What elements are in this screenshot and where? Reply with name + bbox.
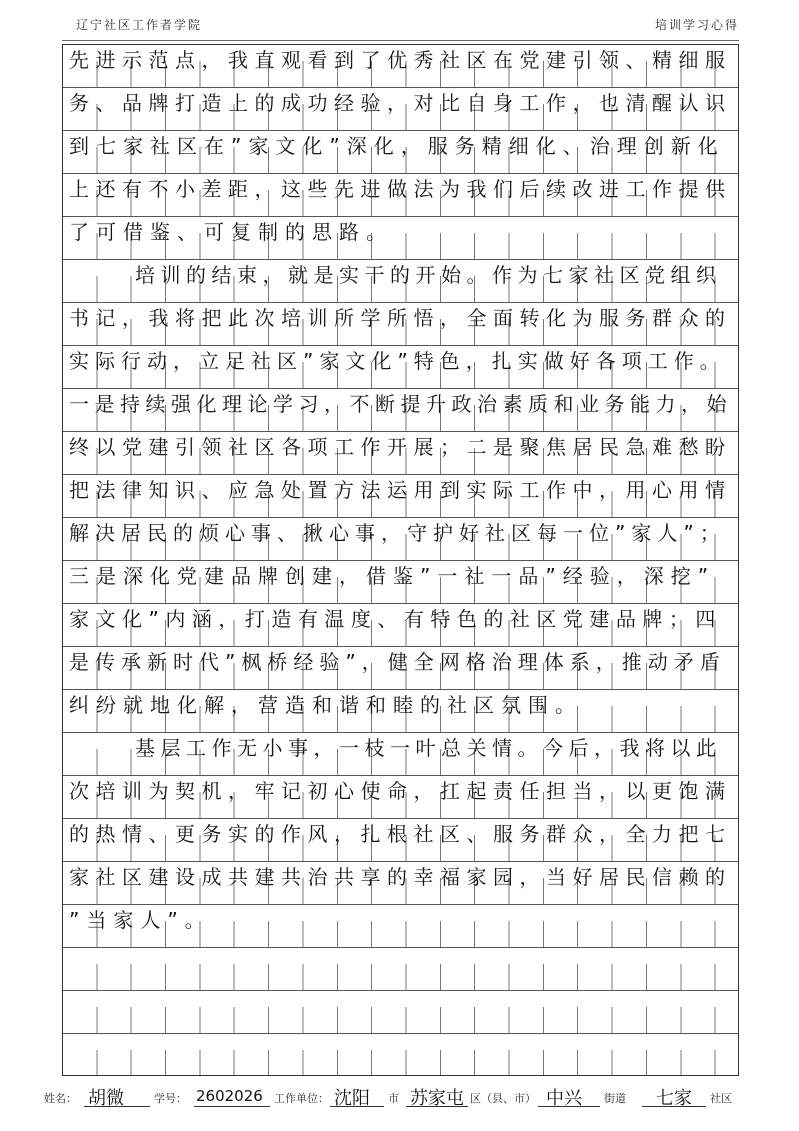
community-underline [642,1106,706,1107]
grid-line [63,260,738,303]
grid-line [63,991,738,1034]
page-header [76,16,739,36]
handwritten-text: 家社区建设成共建共治共享的幸福家园，当好居民信赖的 [69,865,732,889]
handwritten-text: 了可借鉴、可复制的思路。 [69,220,393,244]
grid-line [63,862,738,905]
grid-line [63,905,738,948]
city-underline [330,1106,384,1107]
writing-grid [62,44,739,1076]
handwritten-text: 三是深化党建品牌创建，借鉴”一社一品”经验，深挖” [69,564,716,588]
student-id-value: 2602026 [196,1087,263,1105]
handwritten-text: 一是持续强化理论学习，不断提升政治素质和业务能力，始 [69,392,732,416]
name-label: 姓名： [44,1092,77,1105]
grid-line [63,518,738,561]
grid-line [63,303,738,346]
city-value: 沈阳 [334,1088,370,1109]
city-suffix: 市 [388,1092,399,1105]
handwritten-text: 纠纷就地化解，营造和谐和睦的社区氛围。 [69,693,582,717]
name-underline [84,1106,150,1107]
handwritten-text: 终以党建引领社区各项工作开展；二是聚焦居民急难愁盼 [69,435,732,459]
community-suffix: 社区 [710,1092,732,1105]
district-suffix: 区（县、市） [470,1092,536,1105]
street-underline [538,1106,600,1107]
grid-line [63,346,738,389]
district-value: 苏家屯 [410,1088,464,1109]
student-id-label: 学号： [154,1092,187,1105]
grid-line [63,389,738,432]
grid-line [63,690,738,733]
district-underline [406,1106,468,1107]
document-type: 培训学习心得 [654,18,739,32]
student-id-underline [194,1106,270,1107]
grid-line [63,948,738,991]
institution-name: 辽宁社区工作者学院 [76,18,203,32]
handwritten-text: 解决居民的烦心事、揪心事，守护好社区每一位”家人”； [69,521,726,545]
handwritten-text: 到七家社区在”家文化”深化，服务精细化、治理创新化 [69,134,725,158]
street-suffix: 街道 [604,1092,626,1105]
grid-line [63,131,738,174]
grid-line [63,561,738,604]
handwritten-text: 次培训为契机，牢记初心使命，扛起责任担当，以更饱满 [69,779,732,803]
page-footer [44,1084,744,1110]
handwritten-text: 上还有不小差距，这些先进做法为我们后续改进工作提供 [69,177,732,201]
handwritten-text: 家文化”内涵，打造有温度、有特色的社区党建品牌；四 [69,607,722,631]
community-value: 七家 [656,1088,692,1109]
grid-line [63,647,738,690]
handwritten-text: 培训的结束，就是实干的开始。作为七家社区党组织 [135,263,722,287]
grid-line [63,88,738,131]
handwritten-text: 先进示范点，我直观看到了优秀社区在党建引领、精细服 [69,48,732,72]
handwritten-text: ”当家人”。 [69,908,212,932]
header-divider [62,40,739,41]
grid-line [63,1034,738,1076]
handwritten-text: 基层工作无小事，一枝一叶总关情。今后，我将以此 [135,736,722,760]
work-unit-label: 工作单位： [274,1092,329,1105]
handwritten-text: 的热情、更务实的作风，扎根社区、服务群众，全力把七 [69,822,732,846]
grid-line [63,174,738,217]
handwritten-text: 实际行动，立足社区”家文化”特色，扎实做好各项工作。 [69,349,726,373]
grid-line [63,776,738,819]
handwritten-text: 是传承新时代”枫桥经验”，健全网格治理体系，推动矛盾 [69,650,726,674]
handwritten-text: 书记，我将把此次培训所学所悟，全面转化为服务群众的 [69,306,732,330]
handwritten-text: 把法律知识、应急处置方法运用到实际工作中，用心用情 [69,478,732,502]
grid-line [63,432,738,475]
grid-line [63,475,738,518]
grid-line [63,604,738,647]
name-value: 胡微 [88,1088,124,1109]
grid-line [63,45,738,88]
street-value: 中兴 [546,1088,582,1109]
grid-line [63,819,738,862]
handwritten-text: 务、品牌打造上的成功经验，对比自身工作，也清醒认识 [69,91,732,115]
grid-line [63,733,738,776]
grid-line [63,217,738,260]
